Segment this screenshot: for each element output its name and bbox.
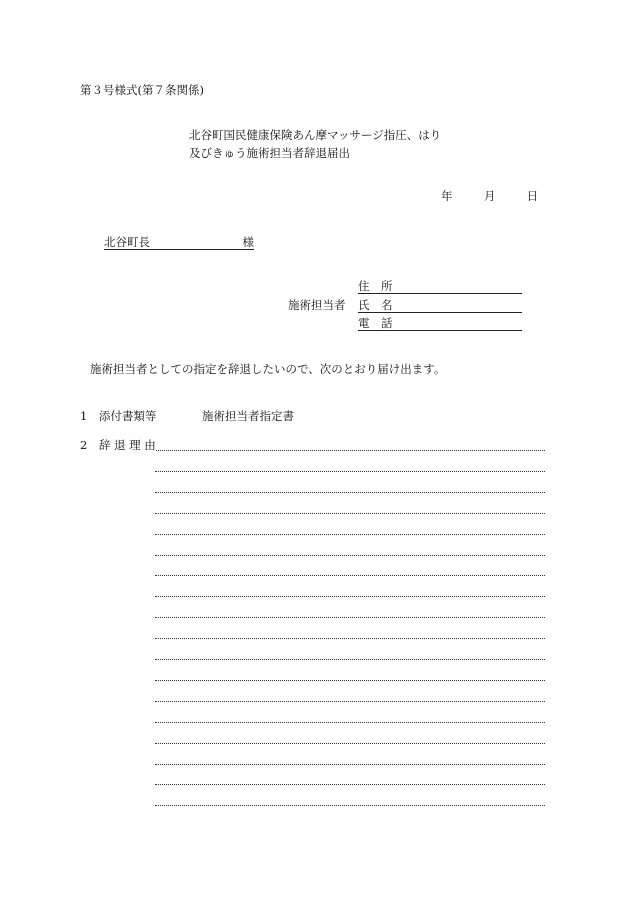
phone-label: 電 話: [358, 316, 393, 330]
addressee-honorific: 様: [242, 235, 254, 249]
date-line: [441, 188, 538, 204]
reason-line[interactable]: [155, 638, 545, 639]
addressee-line: [104, 234, 254, 250]
reason-line[interactable]: [155, 743, 545, 744]
item1-value: 施術担当者指定書: [202, 409, 294, 423]
address-label: 住 所: [358, 279, 393, 293]
addressee-name: 北谷町長: [104, 235, 150, 249]
item1-label: 1 添付書類等: [80, 409, 157, 423]
reason-line[interactable]: [156, 450, 545, 451]
document-title-line2: 及びきゅう施術担当者辞退届出: [189, 146, 350, 160]
form-number: 第３号様式(第７条関係): [80, 83, 204, 97]
reason-line[interactable]: [155, 492, 545, 493]
reason-line[interactable]: [155, 534, 545, 535]
reason-line[interactable]: [155, 764, 545, 765]
date-day-label: 日: [526, 189, 539, 203]
applicant-label: 施術担当者: [288, 298, 346, 312]
reason-line[interactable]: [155, 596, 545, 597]
reason-line[interactable]: [155, 784, 545, 785]
phone-field[interactable]: [358, 315, 522, 331]
reason-line[interactable]: [155, 513, 545, 514]
reason-line[interactable]: [155, 722, 545, 723]
declaration-text: 施術担当者としての指定を辞退したいので、次のとおり届け出ます。: [90, 362, 446, 376]
reason-line[interactable]: [155, 701, 545, 702]
name-field[interactable]: [358, 297, 522, 313]
address-field[interactable]: [358, 278, 522, 294]
date-year-label: 年: [441, 189, 453, 203]
reason-line[interactable]: [155, 617, 545, 618]
reason-line[interactable]: [155, 471, 545, 472]
date-month-label: 月: [483, 189, 496, 203]
reason-line[interactable]: [155, 659, 545, 660]
reason-line[interactable]: [155, 575, 545, 576]
document-title-line1: 北谷町国民健康保険あん摩マッサージ指圧、はり: [189, 128, 442, 142]
name-label: 氏 名: [358, 298, 393, 312]
reason-line[interactable]: [155, 680, 545, 681]
item2-label: 2 辞 退 理 由: [80, 438, 156, 452]
reason-line[interactable]: [155, 555, 545, 556]
reason-line[interactable]: [155, 805, 545, 806]
